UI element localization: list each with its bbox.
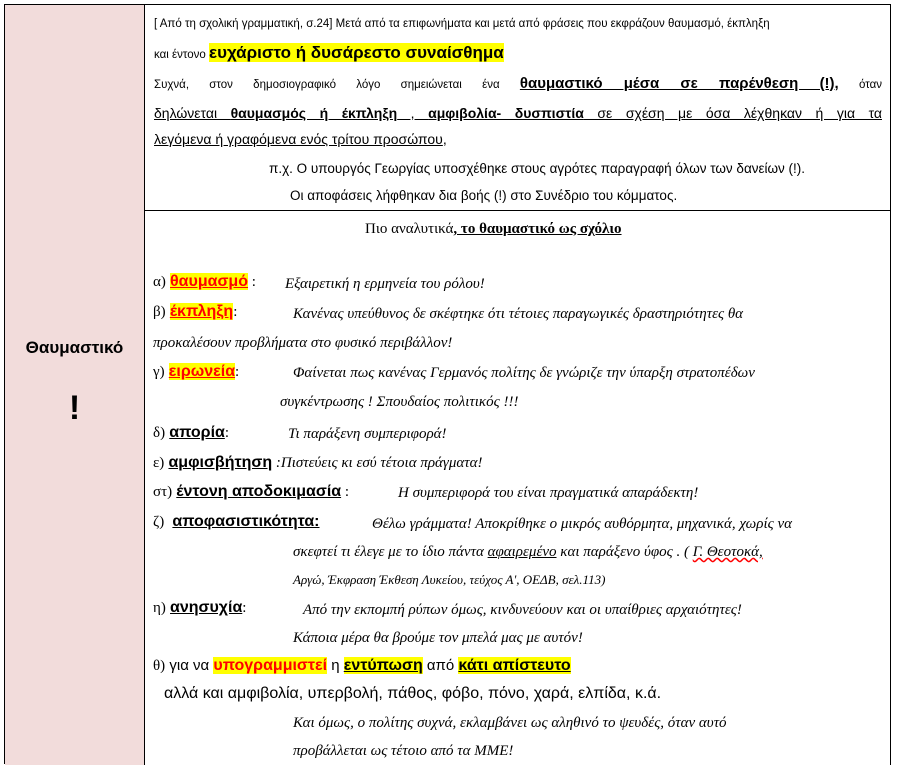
theta-highlight-3: κάτι απίστευτο <box>458 657 571 674</box>
left-header-cell <box>5 5 145 765</box>
definition-line-3-prefix: Συχνά, στον δημοσιογραφικό λόγο σημειώνεται ένα <box>154 79 520 91</box>
zeta-source-author: Γ. Θεοτοκά, <box>692 544 763 560</box>
item-st-example: Η συμπεριφορά του είναι πραγματικά απαράδεκτη! <box>398 485 699 501</box>
exclamation-symbol: ! <box>68 389 81 427</box>
theta-highlight-2: εντύπωση <box>343 657 423 674</box>
definition-line-1: [ Από τη σχολική γραμματική, σ.24] Μετά από τα επιφωνήματα και μετά από φράσεις που εκφράζουν θαυμασμό, έκπληξη <box>154 18 770 30</box>
item-beta-example-cont: προκαλέσουν προβλήματα στο φυσικό περιβάλλον! <box>153 335 453 351</box>
also-line: αλλά και αμφιβολία, υπερβολή, πάθος, φόβο, πόνο, χαρά, ελπίδα, κ.ά. <box>164 685 662 702</box>
definition-line-4-c: σε σχέση με όσα λέχθηκαν ή για τα <box>583 105 882 121</box>
example-line-1: π.χ. Ο υπουργός Γεωργίας υποσχέθηκε στους αγρότες παραγραφή όλων των δανείων (!). <box>269 161 806 176</box>
item-alpha-example: Εξαιρετική η ερμηνεία του ρόλου! <box>285 276 485 292</box>
item-term: ανησυχία <box>170 599 243 616</box>
row-title: Θαυμαστικό <box>25 338 124 357</box>
item-letter: δ) <box>153 425 166 441</box>
theta-text-1: για να <box>169 657 214 674</box>
item-theta <box>153 657 571 675</box>
example-line-2: Οι αποφάσεις λήφθηκαν δια βοής (!) στο Συνέδριο του κόμματος. <box>290 188 678 203</box>
definition-line-2 <box>154 43 504 63</box>
item-epsilon <box>153 454 482 472</box>
detail-cell <box>145 211 891 765</box>
item-term: απορία <box>169 424 225 441</box>
item-separator: : <box>247 274 256 290</box>
item-separator: : <box>341 484 350 500</box>
item-separator: : <box>235 364 240 380</box>
definition-line-5 <box>154 131 447 147</box>
item-letter: στ) <box>153 484 173 500</box>
item-separator: : <box>224 425 230 441</box>
item-gamma <box>153 363 239 381</box>
item-eta-example-cont: Κάποια μέρα θα βρούμε τον μπελά μας με αυτόν! <box>293 630 583 646</box>
item-gamma-example-cont: συγκέντρωσης ! Σπουδαίος πολιτικός !!! <box>280 394 519 410</box>
item-term: θαυμασμό <box>170 273 248 290</box>
definition-line-3 <box>154 75 882 92</box>
item-eta <box>153 599 246 617</box>
theta-highlight-1: υπογραμμιστεί <box>213 657 328 674</box>
item-term: έντονη αποδοκιμασία <box>176 483 342 500</box>
doubt-term: αμφιβολία- δυσπιστία <box>428 105 584 121</box>
grammar-table <box>4 4 891 764</box>
item-letter: ζ) <box>153 514 165 530</box>
item-eta-example: Από την εκπομπή ρύπων όμως, κινδυνεύουν και οι υπαίθριες αρχαιότητες! <box>303 602 742 618</box>
item-beta-example: Κανένας υπεύθυνος δε σκέφτηκε ότι τέτοιες παραγωγικές δραστηριότητες θα <box>293 306 744 322</box>
theta-text-2: η <box>327 657 344 674</box>
final-example-line-1: Και όμως, ο πολίτης συχνά, εκλαμβάνει ως αληθινό το ψευδές, όταν αυτό <box>293 715 727 731</box>
definition-line-4-b: , <box>397 105 429 121</box>
item-zeta-example-cont <box>293 544 763 561</box>
item-zeta-source: Αργώ, Έκφραση Έκθεση Λυκείου, τεύχος Α', ΟΕΔΒ, σελ.113) <box>293 572 606 587</box>
item-zeta-example: Θέλω γράμματα! Αποκρίθηκε ο μικρός αυθόρμητα, μηχανικά, χωρίς να <box>372 516 792 532</box>
third-person-text: λεγόμενα ή γραφόμενα ενός τρίτου προσώπου <box>154 131 443 147</box>
item-term: ειρωνεία <box>168 363 236 380</box>
definition-line-3-suffix: όταν <box>838 79 883 91</box>
item-letter: α) <box>153 274 166 290</box>
detail-heading-prefix: Πιο αναλυτικά <box>365 221 454 237</box>
detail-heading-bold: , το θαυμαστικό ως σχόλιο <box>453 221 622 237</box>
emotion-highlight: ευχάριστο ή δυσάρεστο συναίσθημα <box>209 43 504 62</box>
item-gamma-example: Φαίνεται πως κανένας Γερμανός πολίτης δε γνώριζε την ύπαρξη στρατοπέδων <box>293 365 755 381</box>
item-term: αποφασιστικότητα: <box>172 513 320 530</box>
final-example-line-2: προβάλλεται ως τέτοιο από τα ΜΜΕ! <box>293 743 514 759</box>
surprise-term: θαυμασμός ή έκπληξη <box>230 105 398 121</box>
definition-line-4-a: δηλώνεται <box>154 105 231 121</box>
detail-heading <box>365 221 622 238</box>
item-separator: : <box>242 600 247 616</box>
item-alpha <box>153 273 256 291</box>
item-beta <box>153 303 237 321</box>
definition-line-2-prefix: και έντονο <box>154 49 210 61</box>
item-letter: γ) <box>153 364 165 380</box>
theta-text-3: από <box>422 657 459 674</box>
definition-line-5-comma: , <box>442 131 447 147</box>
item-epsilon-example: Πιστεύεις κι εσύ τέτοια πράγματα! <box>280 455 483 471</box>
definition-cell <box>145 5 891 211</box>
item-zeta <box>153 513 320 531</box>
item-delta <box>153 424 229 442</box>
zeta-cont-b: και παράξενο ύφος . ( <box>556 544 693 560</box>
item-letter: ε) <box>153 455 165 471</box>
zeta-cont-a: σκεφτεί τι έλεγε με το ίδιο πάντα <box>293 544 488 560</box>
item-term: έκπληξη <box>169 303 234 320</box>
item-st <box>153 483 349 501</box>
item-term: αμφισβήτηση <box>168 454 273 471</box>
item-letter: η) <box>153 600 166 616</box>
item-delta-example: Τι παράξενη συμπεριφορά! <box>288 426 447 442</box>
zeta-cont-word: αφαιρεμένο <box>487 544 557 560</box>
item-letter: β) <box>153 304 166 320</box>
item-separator: : <box>272 455 281 471</box>
item-letter: θ) <box>153 658 166 674</box>
definition-line-4 <box>154 105 882 121</box>
parenthesis-exclamation-term: θαυμαστικό μέσα σε παρένθεση (!), <box>519 75 839 92</box>
item-separator: : <box>233 304 238 320</box>
